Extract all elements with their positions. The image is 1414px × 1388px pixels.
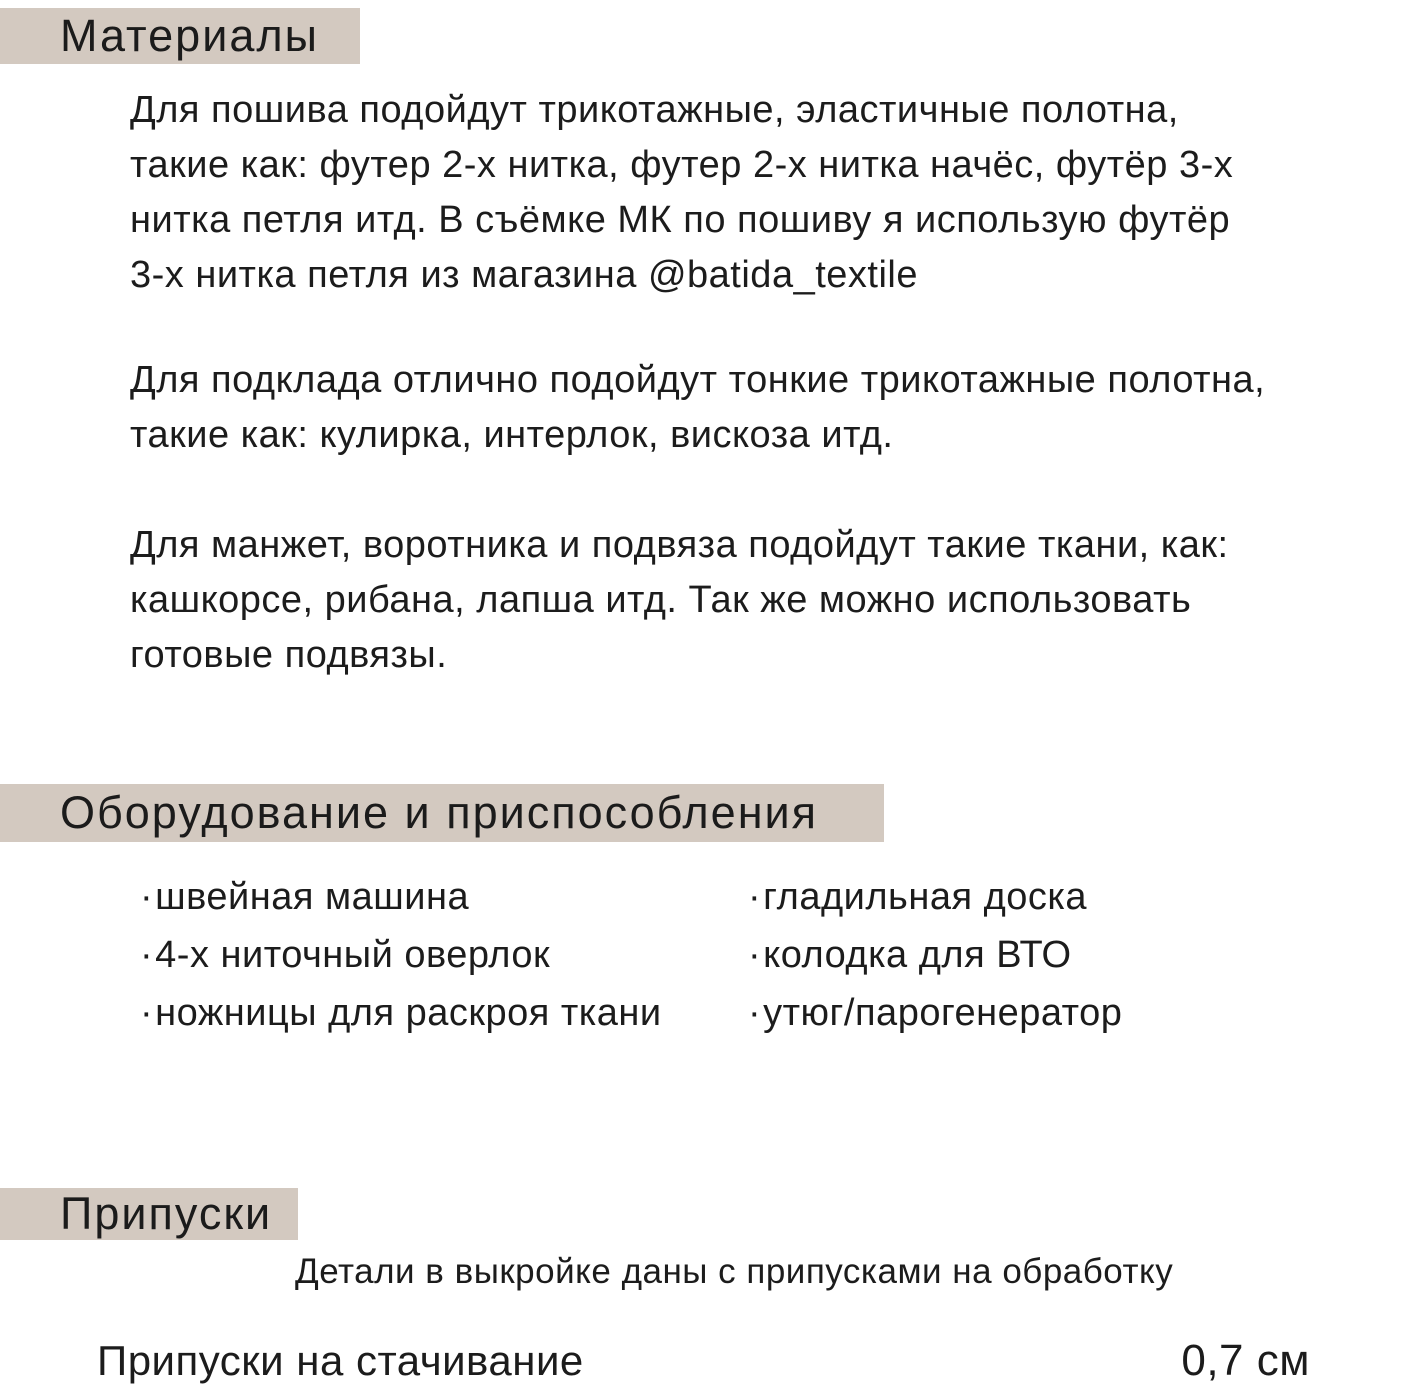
equipment-item-label: ножницы для раскроя ткани: [155, 992, 662, 1034]
bullet-dot: ·: [140, 934, 154, 976]
list-item: [748, 984, 1122, 1042]
equipment-item-label: 4-х ниточный оверлок: [155, 934, 551, 976]
materials-header-bar: [0, 8, 360, 64]
equipment-item-label: швейная машина: [155, 876, 470, 918]
list-item: [140, 868, 662, 926]
list-item: [140, 926, 662, 984]
bullet-dot: ·: [140, 876, 154, 918]
bullet-dot: ·: [748, 876, 762, 918]
equipment-title: Оборудование и приспособления: [60, 787, 819, 838]
bullet-dot: ·: [748, 992, 762, 1034]
equipment-list-left: [140, 868, 662, 1042]
list-item: [140, 984, 662, 1042]
equipment-item-label: утюг/парогенератор: [763, 992, 1123, 1034]
materials-paragraph-lining: Для подклада отлично подойдут тонкие трикотажные полотна, такие как: кулирка, интерлок, вискоза итд.: [130, 359, 1266, 456]
equipment-header-bar: [0, 784, 884, 842]
bullet-dot: ·: [748, 934, 762, 976]
allowance-row: [97, 1336, 1310, 1386]
bullet-dot: ·: [140, 992, 154, 1034]
materials-paragraph-cuffs: Для манжет, воротника и подвяза подойдут такие ткани, как: кашкорсе, рибана, лапша итд. Так же можно использовать готовые подвязы.: [130, 524, 1229, 676]
allowance-value: 0,7 см: [1181, 1336, 1310, 1385]
equipment-item-label: гладильная доска: [763, 876, 1088, 918]
allowance-label: Припуски на стачивание: [97, 1337, 584, 1384]
list-item: [748, 868, 1122, 926]
equipment-item-label: колодка для ВТО: [763, 934, 1072, 976]
allowances-header-bar: [0, 1188, 298, 1240]
allowances-title: Припуски: [60, 1188, 273, 1239]
materials-title: Материалы: [60, 10, 319, 61]
list-item: [748, 926, 1122, 984]
materials-paragraph-fabrics: Для пошива подойдут трикотажные, эластичные полотна, такие как: футер 2-х нитка, футер 2-х нитка начёс, футёр 3-х нитка петля итд. В съёмке МК по пошиву я использую футёр 3-х нитка петля из магазина @batida_textile: [130, 89, 1234, 296]
allowances-note: Детали в выкройке даны с припусками на обработку: [295, 1252, 1174, 1291]
equipment-list-right: [748, 868, 1122, 1042]
